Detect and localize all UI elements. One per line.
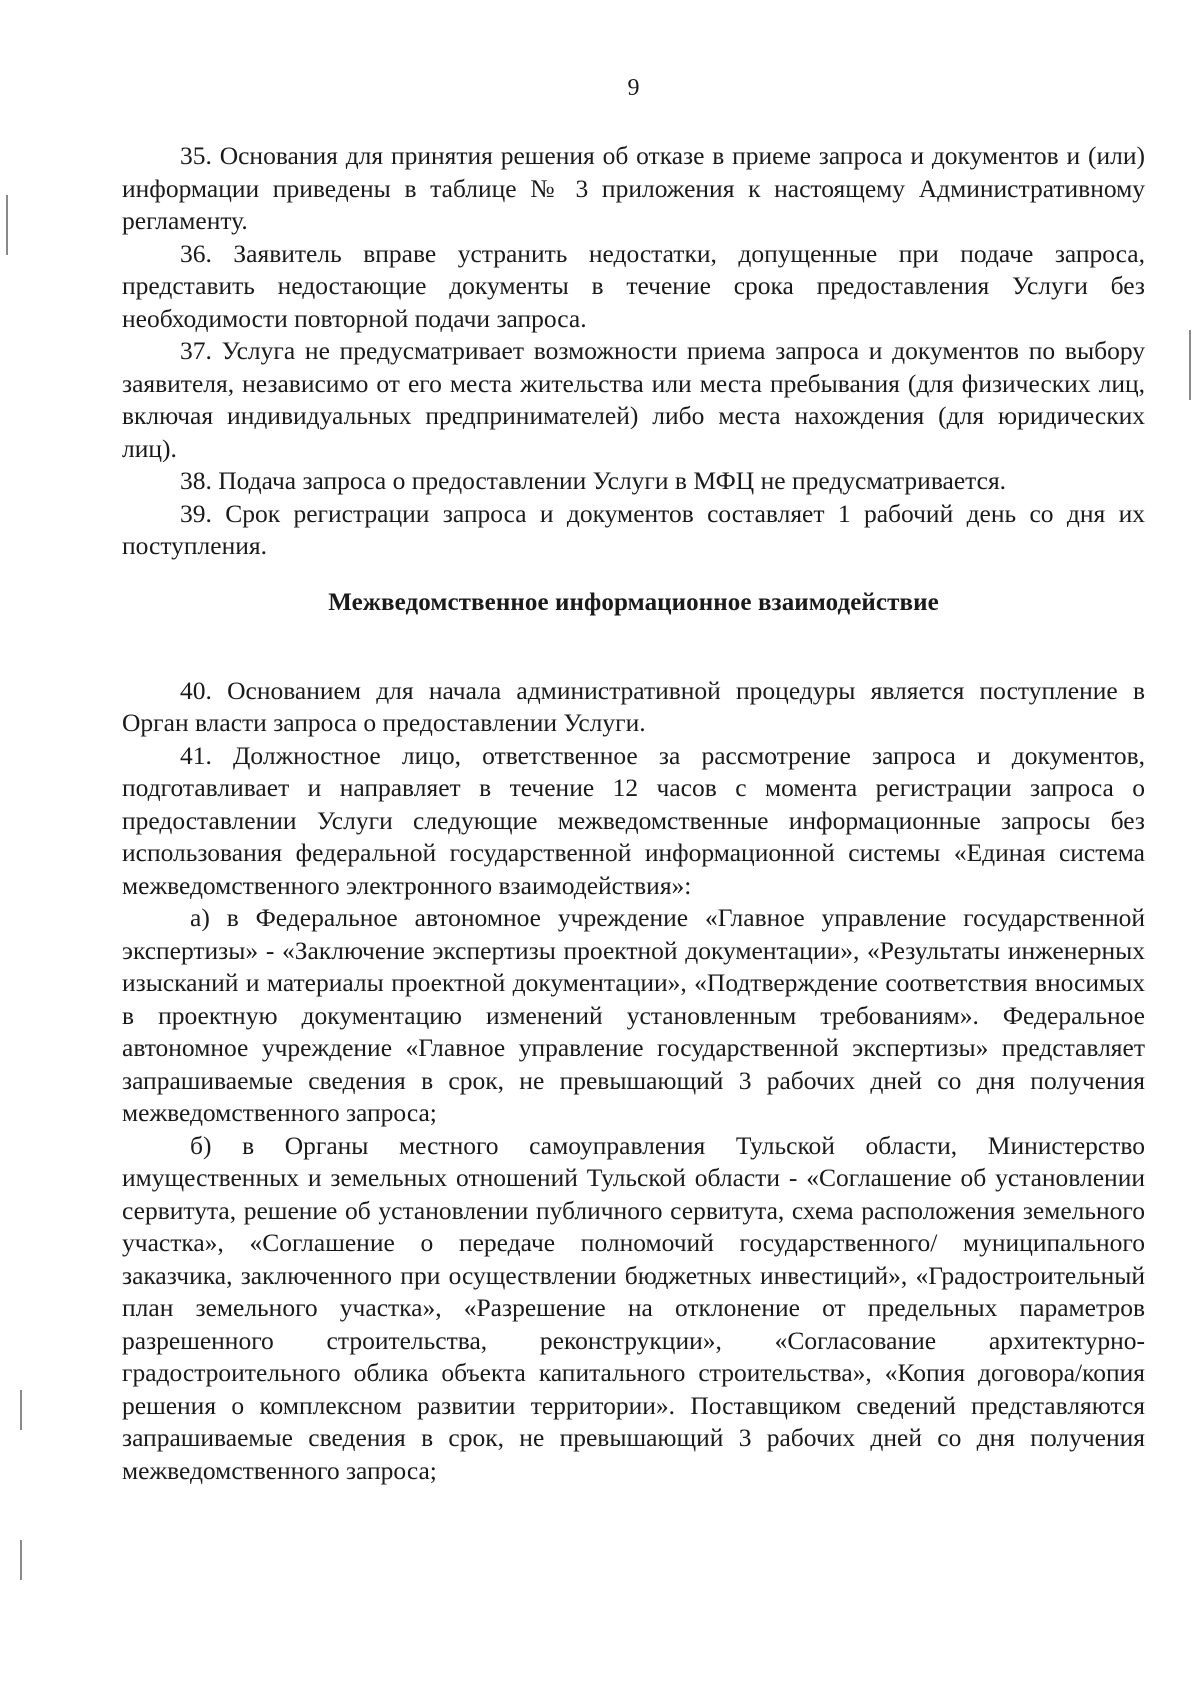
scan-margin-mark — [1189, 330, 1191, 400]
page-number: 9 — [627, 75, 640, 101]
section-heading: Межведомственное информационное взаимодействие — [328, 588, 939, 616]
paragraph-40: 40. Основанием для начала административной процедуры является поступление в Орган власти запроса о предоставлении Услуги. — [122, 675, 1145, 737]
paragraph-41: 41. Должностное лицо, ответственное за рассмотрение запроса и документов, подготавливает и направляет в течение 12 часов с момента регистрации запроса о предоставлении Услуги следующие межведомственные информационные запросы без использования федеральной государственной информационной системы «Единая система межведомственного электронного взаимодействия»: — [122, 740, 1145, 900]
paragraph-36: 36. Заявитель вправе устранить недостатки, допущенные при подаче запроса, представить недостающие документы в течение срока предоставления Услуги без необходимости повторной подачи запроса. — [122, 238, 1145, 333]
sub-item-b: б) в Органы местного самоуправления Тульской области, Министерство имущественных и земельных отношений Тульской области - «Соглашение об установлении сервитута, решение об установлении публичного сервитута, схема расположения земельного участка», «Соглашение о передаче полномочий государственного/ муниципального заказчика, заключенного при осуществлении бюджетных инвестиций», «Градостроительный план земельного участка», «Разрешение на отклонение от предельных параметров разрешенного строительства, реконструкции», «Согласование архитектурно-градостроительного облика объекта капитального строительства», «Копия договора/копия решения о комплексном развитии территории». Поставщиком сведений представляются запрашиваемые сведения в срок, не превышающий 3 рабочих дней со дня получения межведомственного запроса; — [122, 1130, 1145, 1485]
scan-margin-mark — [6, 195, 8, 255]
paragraph-37: 37. Услуга не предусматривает возможности приема запроса и документов по выбору заявителя, независимо от его места жительства или места пребывания (для физических лиц, включая индивидуальных предпринимателей) либо места нахождения (для юридических лиц). — [122, 336, 1145, 463]
sub-item-a: а) в Федеральное автономное учреждение «Главное управление государственной экспертизы» - «Заключение экспертизы проектной документации», «Результаты инженерных изысканий и материалы проектной документации», «Подтверждение соответствия вносимых в проектную документацию изменений установленным требованиям». Федеральное автономное учреждение «Главное управление государственной экспертизы» представляет запрашиваемые сведения в срок, не превышающий 3 рабочих дней со дня получения межведомственного запроса; — [122, 903, 1145, 1127]
paragraph-38: 38. Подача запроса о предоставлении Услуги в МФЦ не предусматривается. — [180, 466, 1007, 495]
paragraph-35: 35. Основания для принятия решения об отказе в приеме запроса и документов и (или) информации приведены в таблице № 3 приложения к настоящему Административному регламенту. — [122, 141, 1145, 235]
paragraph-39: 39. Срок регистрации запроса и документов составляет 1 рабочий день со дня их поступления. — [122, 498, 1145, 560]
scan-margin-mark — [20, 1540, 22, 1580]
scan-margin-mark — [20, 1390, 22, 1430]
